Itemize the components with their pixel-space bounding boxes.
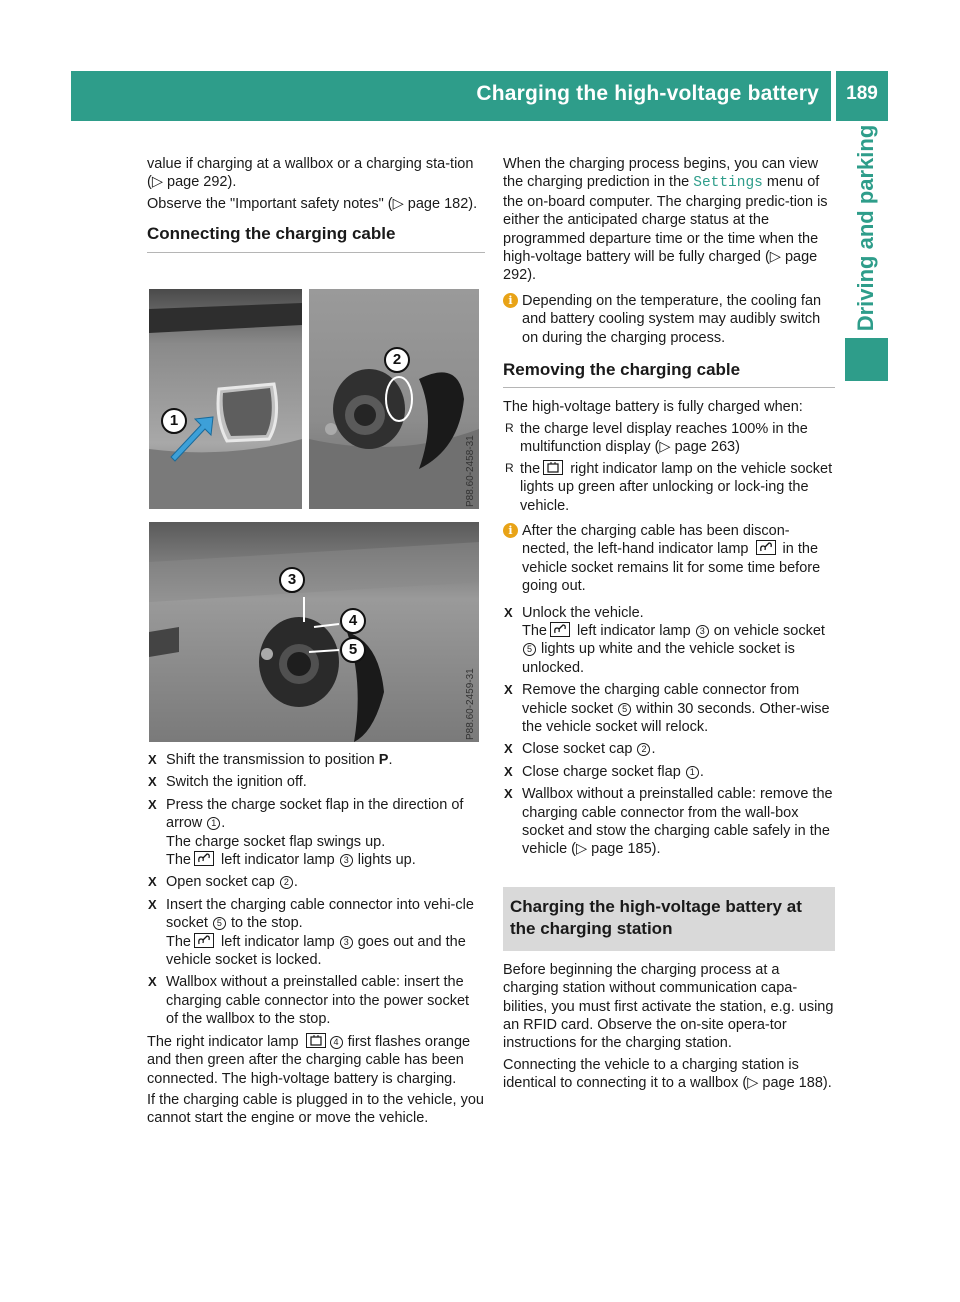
- page-number-box: [836, 71, 888, 121]
- figure-code: P88.60-2459-31: [465, 668, 476, 740]
- figure-flap-photo: [149, 289, 302, 509]
- figure-socket-detail-photo: [149, 522, 479, 742]
- callout-ref: 1: [207, 817, 220, 830]
- instruction-step: X Unlock the vehicle. The left indicator lamp 3 on vehicle socket 5 lights up white and the vehicle socket is unlocked.: [504, 604, 825, 676]
- info-note: i Depending on the temperature, the cooling fan and battery cooling system may audibly switch on during the charging process.: [503, 292, 835, 347]
- instruction-step: X Press the charge socket flap in the direction of arrow 1 . The charge socket flap swings up. The left indicator lamp 3 lights up.: [148, 796, 464, 869]
- callout-4: 4: [340, 608, 366, 634]
- instruction-step: X Close charge socket flap 1 .: [504, 763, 704, 780]
- callout-3: 3: [279, 567, 305, 593]
- unlock-lamp-icon: [194, 851, 214, 866]
- bullet-item: R the right indicator lamp on the vehicle socket lights up green after unlocking or lock-ing the vehicle.: [505, 460, 833, 514]
- section-heading: Connecting the charging cable: [147, 225, 485, 252]
- unlock-lamp-icon: [756, 540, 776, 555]
- instruction-step: X Open socket cap 2 .: [148, 874, 298, 891]
- instruction-step: X Wallbox without a preinstalled cable: remove the charging cable connector from the wall-box socket and stow the charging cable safely in the vehicle (▷ page 185).: [504, 786, 833, 858]
- instruction-step: X Shift the transmission to position P.: [148, 752, 393, 768]
- body-text: Before beginning the charging process at a charging station without communication capa-bilities, you must first activate the station, e.g. using an RFID card. Observe the on-site opera-tor instructions for the charging station.: [503, 961, 834, 1052]
- left-column: [147, 155, 485, 253]
- intro-text-2: Observe the "Important safety notes" (▷ page 182).: [147, 195, 478, 212]
- boxed-heading: Charging the high-voltage battery at the charging station: [503, 887, 835, 951]
- figure-code: P88.60-2458-31: [465, 435, 476, 507]
- info-icon: i: [503, 293, 518, 308]
- instruction-step: X Switch the ignition off.: [148, 774, 307, 791]
- page-header: [71, 71, 831, 121]
- callout-1: 1: [161, 408, 187, 434]
- page-title: Charging the high-voltage battery: [476, 82, 819, 105]
- right-column: [503, 155, 835, 1096]
- instruction-step: X Insert the charging cable connector into vehi-cle socket 5 to the stop. The left indicator lamp 3 goes out and the vehicle socket is locked.: [148, 896, 474, 969]
- figure-socket-photo: [309, 289, 479, 509]
- body-text: The high-voltage battery is fully charged when:: [503, 399, 803, 416]
- info-icon: i: [503, 523, 518, 538]
- section-tab-label: Driving and parking: [853, 124, 878, 332]
- section-marker: [845, 338, 888, 381]
- bullet-item: R the charge level display reaches 100% in the multifunction display (▷ page 263): [505, 420, 808, 456]
- unlock-lamp-icon: [194, 933, 214, 948]
- section-heading: Removing the charging cable: [503, 361, 835, 388]
- callout-2: 2: [384, 347, 410, 373]
- body-text: When the charging process begins, you can view the charging prediction in the Settings menu of the on-board computer. The charging predic-tion is either the anticipated charge status at the programmed departure time or the time when the high-voltage battery will be fully charged (▷ page 292).: [503, 156, 828, 284]
- unlock-lamp-icon: [550, 622, 570, 637]
- instruction-step: X Wallbox without a preinstalled cable: insert the charging cable connector into the power socket of the wallbox to the stop.: [148, 974, 470, 1028]
- instruction-step: X Close socket cap 2 .: [504, 741, 656, 758]
- info-note: i After the charging cable has been discon-nected, the left-hand indicator lamp in the vehicle socket remains lit for some time before going out.: [503, 522, 835, 596]
- callout-5: 5: [340, 637, 366, 663]
- instruction-step: X Remove the charging cable connector from vehicle socket 5 within 30 seconds. Other-wise the vehicle socket will relock.: [504, 682, 830, 735]
- body-text: Connecting the vehicle to a charging station is identical to connecting it to a wallbox (▷ page 188).: [503, 1056, 832, 1092]
- body-text: If the charging cable is plugged in to the vehicle, you cannot start the engine or move the vehicle.: [147, 1091, 484, 1127]
- plug-lamp-icon: [543, 460, 563, 475]
- plug-lamp-icon: [306, 1033, 326, 1048]
- intro-text: value if charging at a wallbox or a charging sta-tion (▷ page 292).: [147, 156, 474, 191]
- left-steps: [147, 751, 485, 1131]
- body-text: The right indicator lamp 4 first flashes orange and then green after the charging cable has been connected. The high-voltage battery is charging.: [147, 1033, 471, 1087]
- page-number: 189: [846, 83, 878, 104]
- settings-menu-label: Settings: [693, 175, 763, 192]
